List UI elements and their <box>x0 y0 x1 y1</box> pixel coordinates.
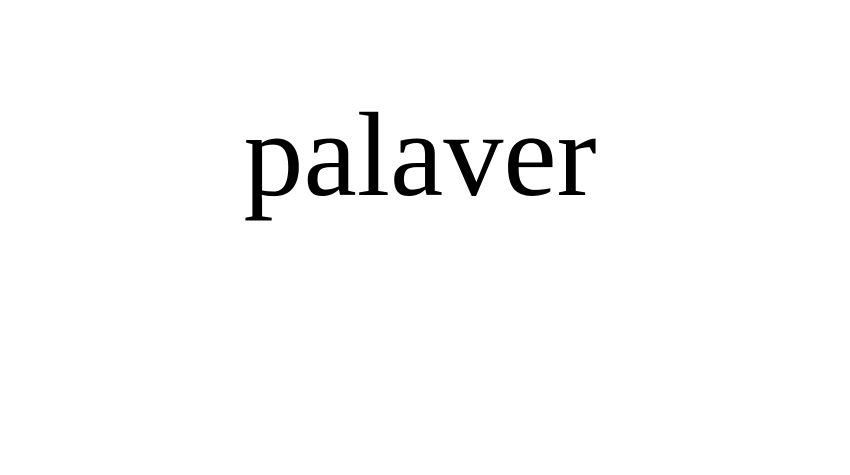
word-text: palaver <box>243 88 597 221</box>
